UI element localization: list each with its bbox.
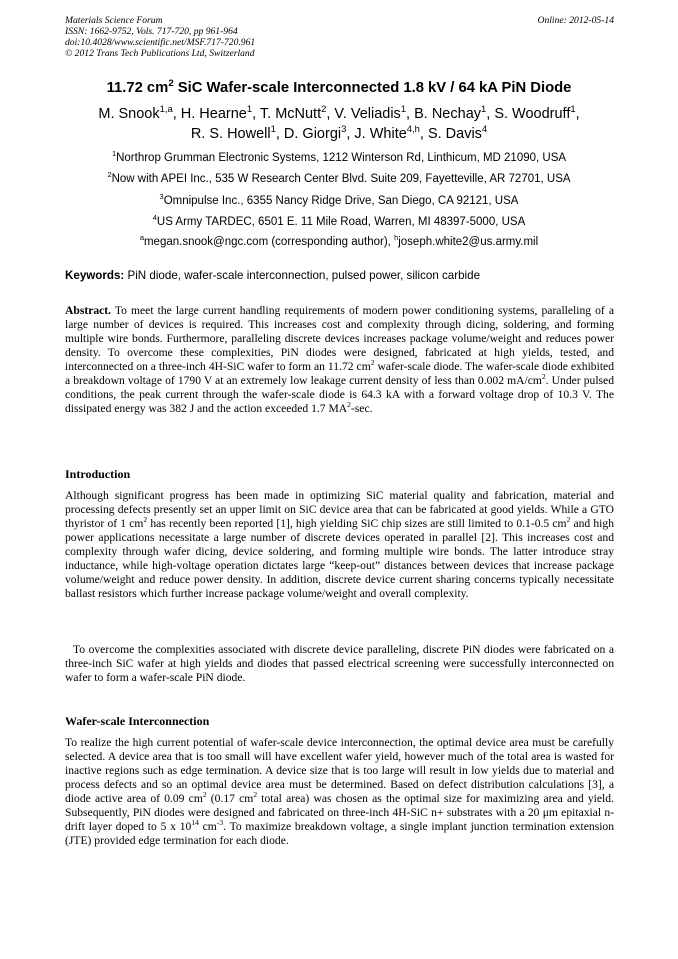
affiliation-3: $^3$Omnipulse Inc., 6355 Nancy Ridge Drive, San Diego, CA 92121, USA	[159, 192, 519, 207]
keywords	[65, 269, 615, 283]
introduction-heading: Introduction	[65, 467, 131, 481]
wafer-scale-heading: Wafer-scale Interconnection	[65, 714, 210, 728]
affiliation-4: $^4$US Army TARDEC, 6501 E. 11 Mile Road, Warren, MI 48397-5000, USA	[152, 213, 526, 228]
author: R. S. Howell$^1$	[190, 123, 276, 142]
author-list: M. Snook$^{1,a}$, H. Hearne$^1$, T. McNutt$^2$, V. Veliadis$^1$, B. Nechay$^1$, S. Woodruff$^1$, R. S. Howell$^1$, D. Giorgi$^3$, J. White$^{4,h}$, S. Davis$^4$	[98, 103, 580, 142]
author: M. Snook$^{1,a}$	[98, 103, 173, 122]
wafer-scale-paragraph: To realize the high current potential of wafer-scale device interconnection, the optimal device area must be carefully selected. A device area that is too small will have excellent wafer yield, however much of the total area is wasted for inactive regions such as edge termination. A device size that is too large will result in low yields due to material and process defects and so an optimal device area must be determined. Based on defect distribution calculations [3], a diode active area of 0.09 $cm^2$ (0.17 $cm^2$ total area) was chosen as the optimal size for maximizing area and yield. Subsequently, PiN diodes were designed and fabricated on three-inch 4H-SiC n+ substrates with a 20 μm epitaxial n- drift layer doped to 5 x $10^{14}$ $cm^{-3}$. To maximize breakdown voltage, a single implant junction termination extension (JTE) provided edge termination for each diode.	[65, 736, 615, 848]
author: S. Woodruff$^1$	[494, 103, 576, 122]
abstract-label: Abstract.	[65, 304, 112, 317]
author: J. White$^{4,h}$	[354, 123, 420, 142]
author: D. Giorgi$^3$	[283, 123, 347, 142]
affiliation-1: $^1$Northrop Grumman Electronic Systems, 1212 Winterson Rd, Linthicum, MD 21090, USA	[111, 149, 567, 164]
author-emails[interactable]: $^a$megan.snook@ngc.com (corresponding author), $^h$joseph.white2@us.army.mil	[139, 233, 539, 248]
issn-line: ISSN: 1662-9752, Vols. 717-720, pp 961-964	[65, 26, 238, 37]
copyright-line: © 2012 Trans Tech Publications Ltd, Switzerland	[65, 48, 255, 59]
author: S. Davis$^4$	[427, 123, 488, 142]
keywords-label: Keywords:	[65, 269, 125, 282]
introduction-paragraph-1: Although significant progress has been made in optimizing SiC material quality and fabrication, material and processing defects presently set an upper limit on SiC device area that can be fabricated at good yields. While a GTO thyristor of 1 $cm^2$ has recently been reported [1], high yielding SiC chip sizes are still limited to 0.1-0.5 $cm^2$ and high power applications necessitate a large number of discrete devices operated in parallel [2]. This increases cost and complexity through wafer dicing, device soldering, and forming multiple wire bonds. The latter introduce stray inductance, while high-voltage operation dictates large “keep-out” distances between devices that increase package volume/weight and reduce power density. In addition, discrete device current sharing concerns typically necessitate ballast resistors which further increase package volume/weight and overall complexity.	[65, 489, 614, 601]
title-sup: 2	[168, 78, 174, 90]
keywords-text: PiN diode, wafer-scale interconnection, pulsed power, silicon carbide	[124, 269, 481, 282]
title-text-a: 11.72 cm	[106, 80, 169, 96]
online-date: Online: 2012-05-14	[537, 15, 614, 26]
paper-title	[0, 79, 678, 97]
author: T. McNutt$^2$	[259, 103, 327, 122]
title-text-b: SiC Wafer-scale Interconnected 1.8 kV / 64 kA PiN Diode	[173, 80, 572, 96]
author: H. Hearne$^1$	[180, 103, 253, 122]
author: B. Nechay$^1$	[414, 103, 487, 122]
journal-header	[65, 15, 255, 59]
affiliation-2: $^2$Now with APEI Inc., 535 W Research Center Blvd. Suite 209, Fayetteville, AR 72701, USA	[107, 170, 571, 185]
doi-line[interactable]: doi:10.4028/www.scientific.net/MSF.717-720.961	[65, 37, 256, 48]
abstract-paragraph: Abstract. To meet the large current handling requirements of modern power conditioning systems, paralleling of a large number of devices is required. This increases cost and complexity through dicing, soldering, and forming multiple wire bonds. Furthermore, paralleling discrete devices increases package volume/weight and reduces power density. To overcome these complexities, PiN diodes were designed, fabricated at high yields, tested, and interconnected on a three-inch 4H-SiC wafer to form an 11.72 $cm^2$ wafer-scale diode. The wafer-scale diode exhibited a breakdown voltage of 1790 V at an extremely low leakage current density of less than 0.002 $mA/cm^2$. Under pulsed conditions, the peak current through the wafer-scale diode is 64.3 kA with a forward voltage drop of 10.3 V. The dissipated energy was 382 J and the action exceeded 1.7 $MA^2-\sec$.	[65, 304, 614, 416]
introduction-paragraph-2: To overcome the complexities associated with discrete device paralleling, discrete PiN diodes were fabricated on a three-inch SiC wafer at high yields and diodes that passed electrical screening were successfully interconnected on wafer to form a wafer-scale PiN diode.	[65, 643, 614, 685]
journal-name: Materials Science Forum	[65, 15, 163, 26]
author: V. Veliadis$^1$	[334, 103, 407, 122]
